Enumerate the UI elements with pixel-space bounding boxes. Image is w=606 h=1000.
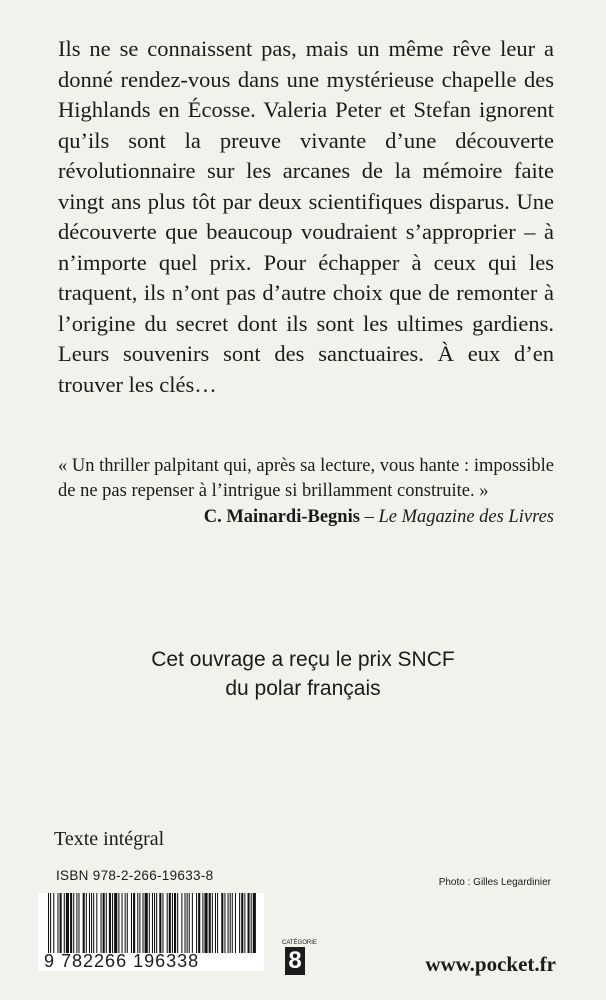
isbn: ISBN 978-2-266-19633-8: [56, 868, 214, 883]
prize-line-2: du polar français: [225, 677, 381, 700]
quote-author: C. Mainardi-Begnis: [203, 507, 360, 527]
attribution-dash: –: [359, 507, 379, 527]
review-quote: « Un thriller palpitant qui, après sa lecture, vous hante : impossible de ne pas repenser à l’intrigue si brillamment construite. »: [58, 456, 554, 501]
barcode-digit-first: 9: [44, 951, 56, 971]
category-number: 8: [285, 947, 305, 975]
barcode-icon: [46, 893, 256, 953]
category-badge: [282, 939, 317, 975]
quote-attribution: [204, 505, 554, 529]
barcode-area: [38, 893, 264, 971]
category-label: CATÉGORIE: [282, 940, 317, 946]
edition-note: Texte intégral: [54, 828, 165, 850]
synopsis-text: Ils ne se connaissent pas, mais un même rêve leur a donné rendez-vous dans une mystérieuse chapelle des Highlands en Écosse. Valeria Peter et Stefan ignorent qu’ils sont la preuve vivante d’une découverte révolutionnaire sur les arcanes de la mémoire faite vingt ans plus tôt par deux scientifiques disparus. Une découverte que beaucoup voudraient s’approprier – à n’importe quel prix. Pour échapper à ceux qui les traquent, ils n’ont pas d’autre choix que de remonter à l’origine du secret dont ils sont les ultimes gardiens. Leurs souvenirs sont des sanctuaires. À eux d’en trouver les clés…: [58, 36, 554, 397]
barcode-digits: [44, 951, 199, 972]
quote-source: Le Magazine des Livres: [378, 507, 554, 527]
barcode-digits-left: 782266: [61, 951, 128, 971]
publisher-website: www.pocket.fr: [425, 952, 556, 976]
prize-notice: [0, 645, 606, 703]
photo-credit: Photo : Gilles Legardinier: [438, 877, 551, 888]
prize-line-1: Cet ouvrage a reçu le prix SNCF: [151, 648, 455, 671]
barcode-digits-right: 196338: [133, 951, 200, 971]
